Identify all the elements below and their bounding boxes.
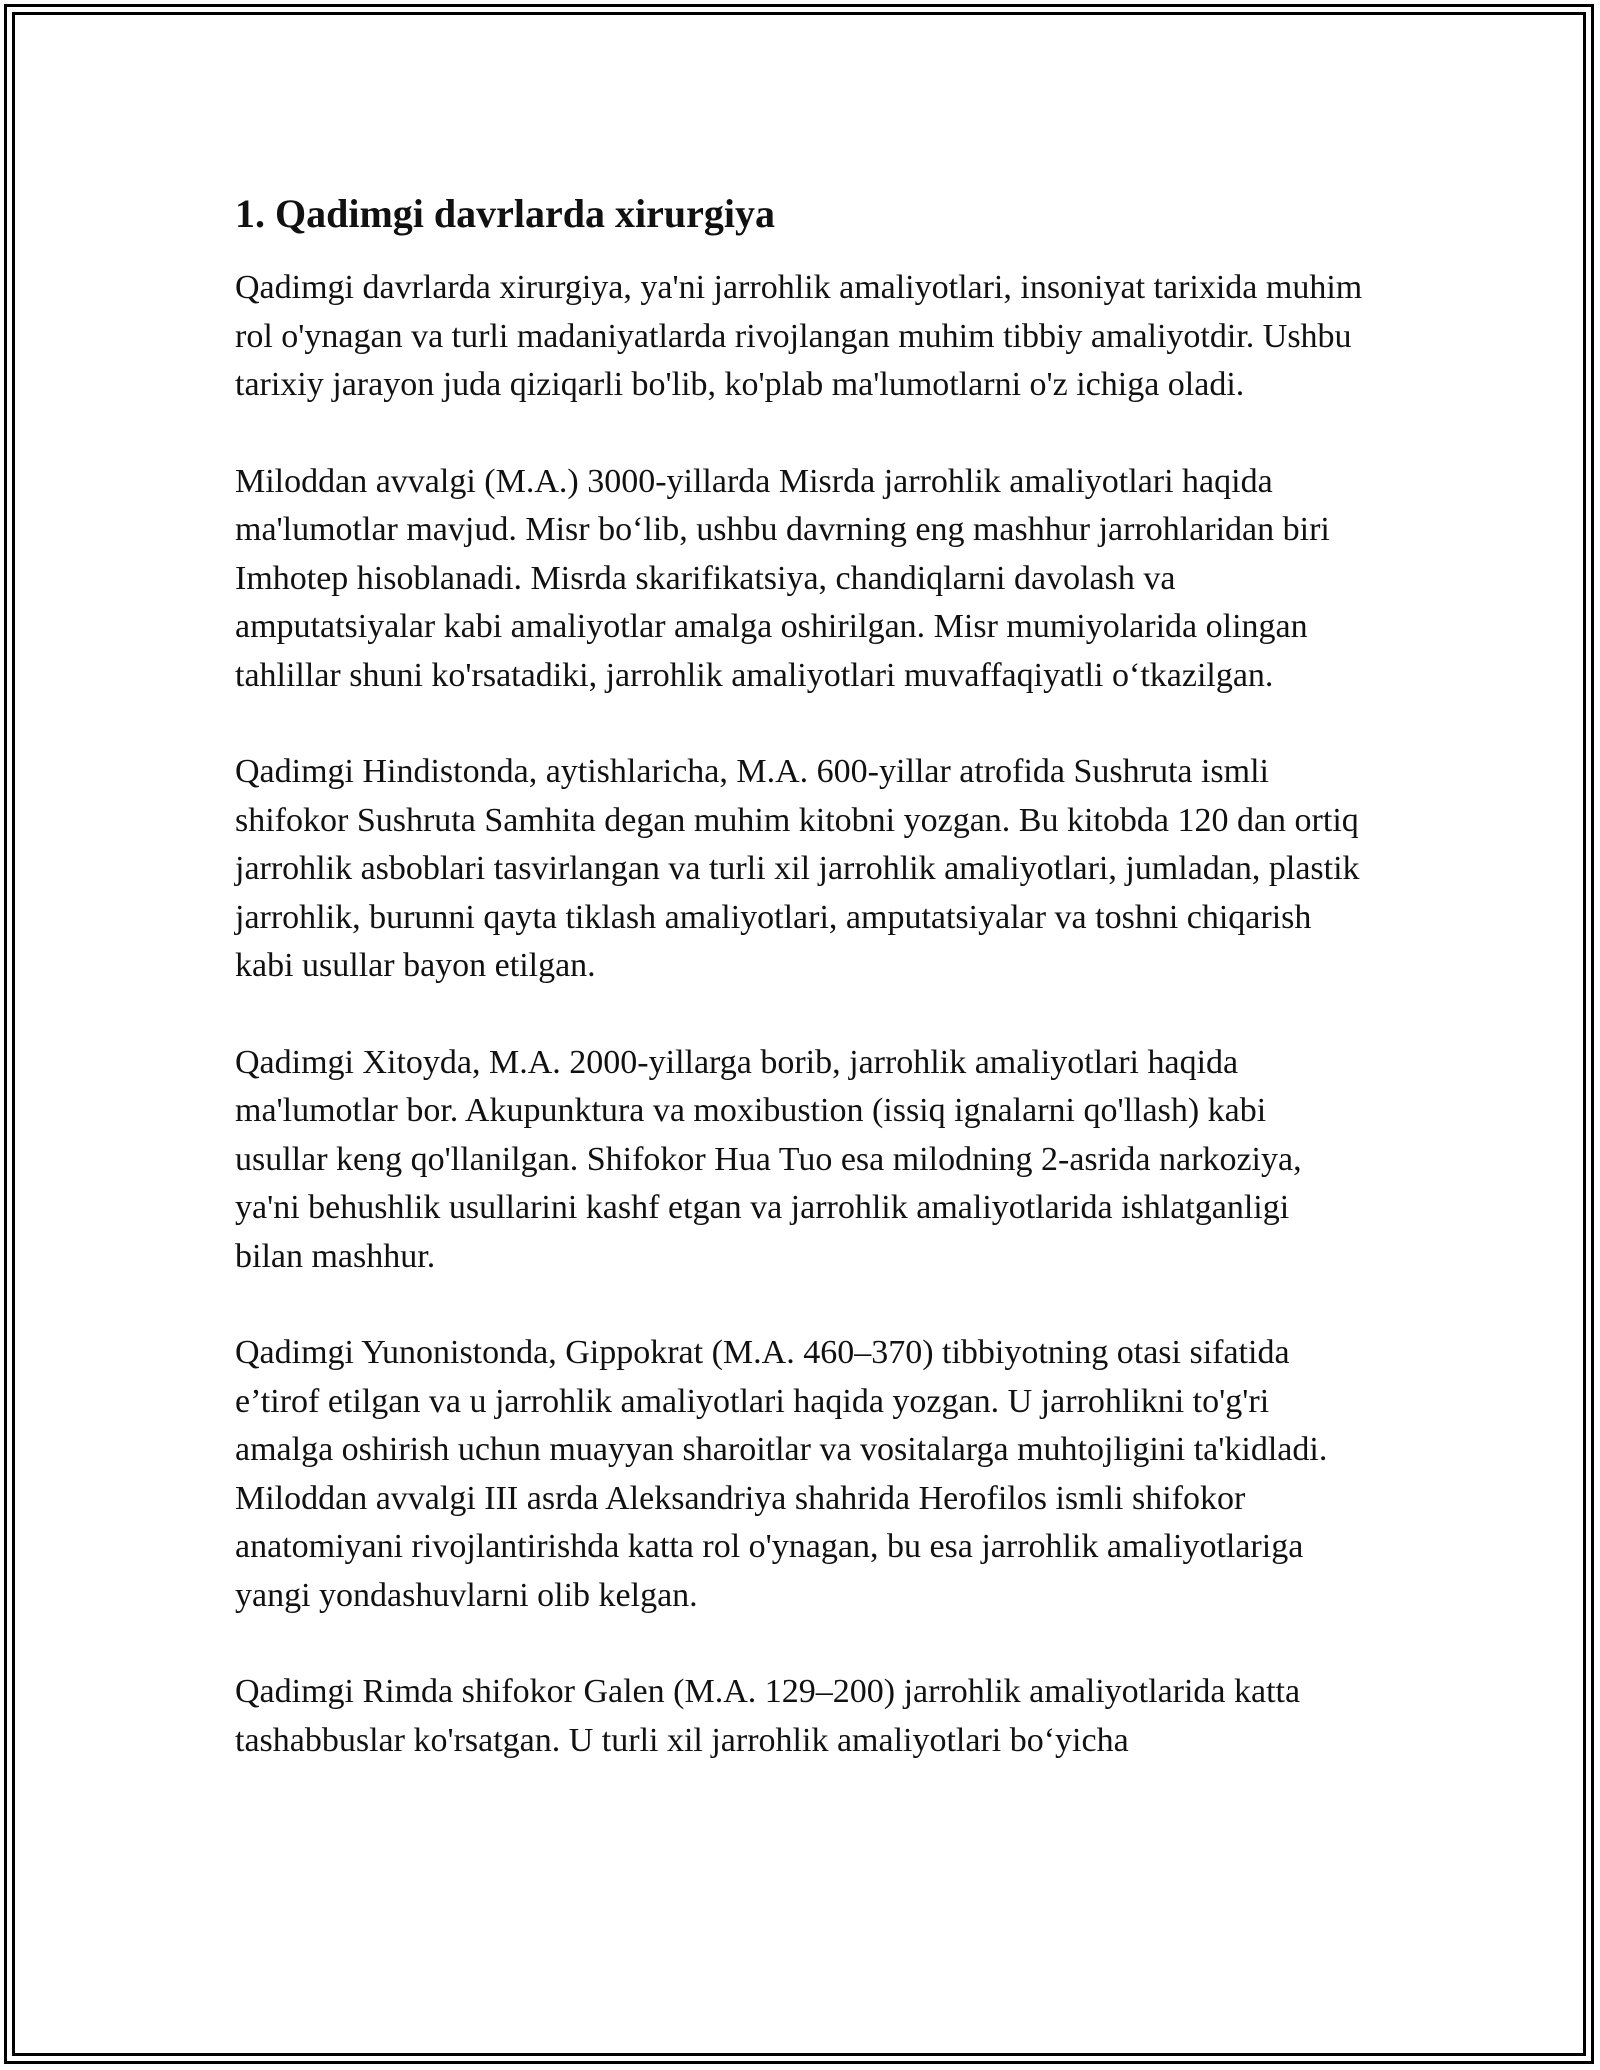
paragraph-egypt: Miloddan avvalgi (M.A.) 3000-yillarda Misrda jarrohlik amaliyotlari haqida ma'lumotlar mavjud. Misr bo‘lib, ushbu davrning eng mashhur jarrohlaridan biri Imhotep hisoblanadi. Misrda skarifikatsiya, chandiqlarni davolash va amputatsiyalar kabi amaliyotlar amalga oshirilgan. Misr mumiyolarida olingan tahlillar shuni ko'rsatadiki, jarrohlik amaliyotlari muvaffaqiyatli o‘tkazilgan. [235, 462, 1330, 694]
section-heading: 1. Qadimgi davrlarda xirurgiya [235, 191, 775, 236]
paragraph-india: Qadimgi Hindistonda, aytishlaricha, M.A. 600-yillar atrofida Sushruta ismli shifokor Sushruta Samhita degan muhim kitobni yozgan. Bu kitobda 120 dan ortiq jarrohlik asboblari tasvirlangan va turli xil jarrohlik amaliyotlari, jumladan, plastik jarrohlik, burunni qayta tiklash amaliyotlari, amputatsiyalar va toshni chiqarish kabi usullar bayon etilgan. [235, 753, 1360, 984]
paragraph-introduction: Qadimgi davrlarda xirurgiya, ya'ni jarrohlik amaliyotlari, insoniyat tarixida muhim rol o'ynagan va turli madaniyatlarda rivojlangan muhim tibbiy amaliyotdir. Ushbu tarixiy jarayon juda qiziqarli bo'lib, ko'plab ma'lumotlarni o'z ichiga oladi. [235, 269, 1363, 403]
paragraph-greece: Qadimgi Yunonistonda, Gippokrat (M.A. 460–370) tibbiyotning otasi sifatida e’tirof etilgan va u jarrohlik amaliyotlari haqida yozgan. U jarrohlikni to'g'ri amalga oshirish uchun muayyan sharoitlar va vositalarga muhtojligini ta'kidladi. Miloddan avvalgi III asrda Aleksandriya shahrida Herofilos ismli shifokor anatomiyani rivojlantirishda katta rol o'ynagan, bu esa jarrohlik amaliyotlariga yangi yondashuvlarni olib kelgan. [235, 1334, 1328, 1614]
document-body [235, 186, 1365, 1813]
paragraph-china: Qadimgi Xitoyda, M.A. 2000-yillarga borib, jarrohlik amaliyotlari haqida ma'lumotlar bor. Akupunktura va moxibustion (issiq ignalarni qo'llash) kabi usullar keng qo'llanilgan. Shifokor Hua Tuo esa milodning 2-asrida narkoziya, ya'ni behushlik usullarini kashf etgan va jarrohlik amaliyotlarida ishlatganligi bilan mashhur. [235, 1043, 1302, 1275]
paragraph-rome: Qadimgi Rimda shifokor Galen (M.A. 129–200) jarrohlik amaliyotlarida katta tashabbuslar ko'rsatgan. U turli xil jarrohlik amaliyotlari bo‘yicha [235, 1673, 1301, 1759]
